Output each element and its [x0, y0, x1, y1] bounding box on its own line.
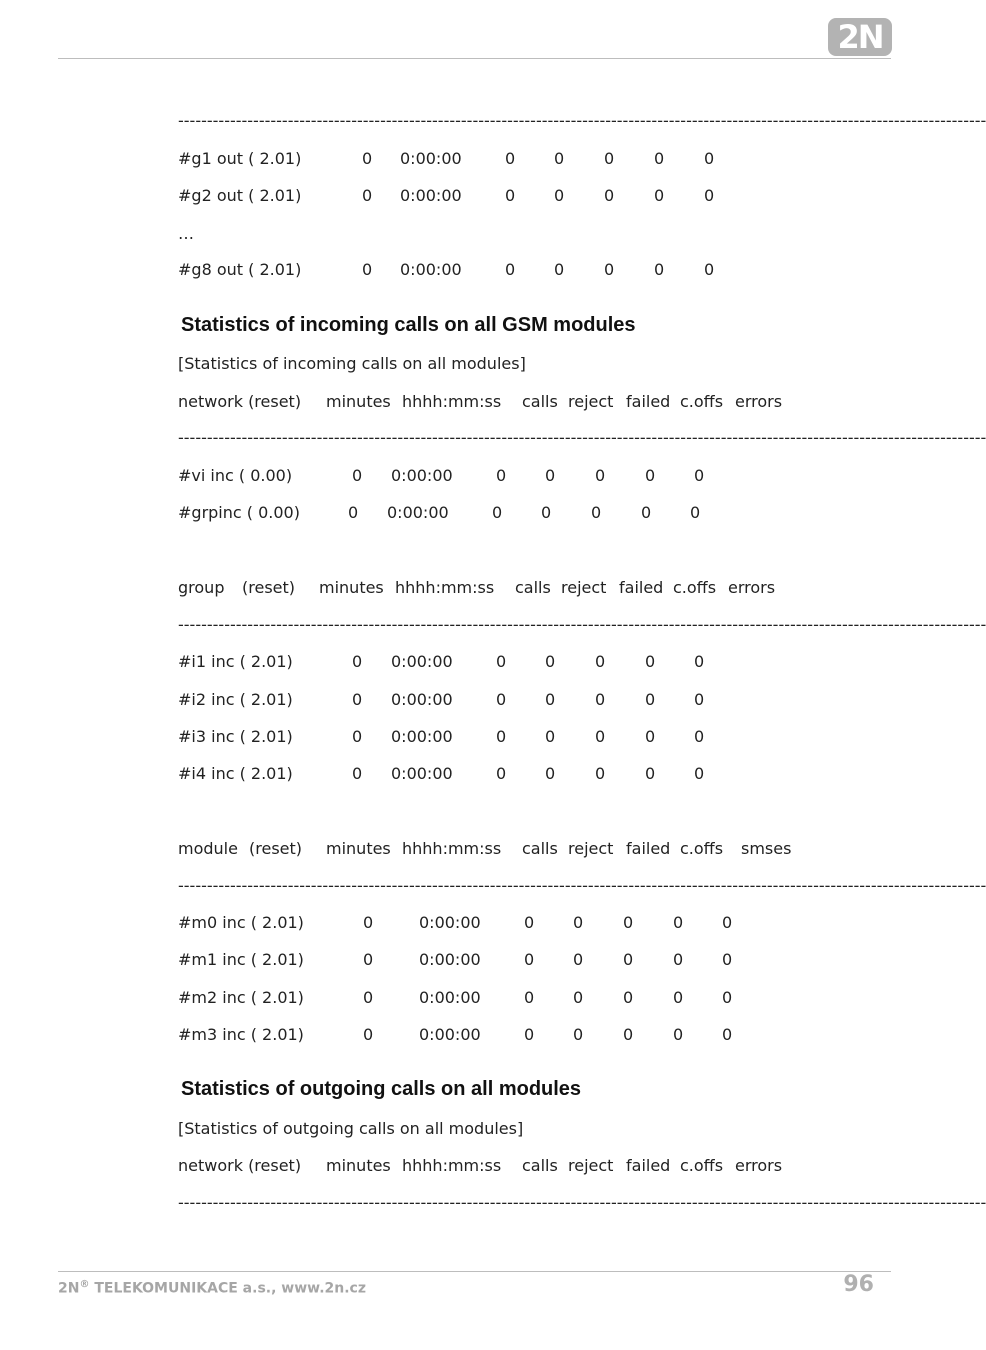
cell: 0 [704, 186, 715, 205]
table-row [0, 260, 954, 280]
row-label: #m2 inc ( 2.01) [178, 988, 304, 1007]
table-header [0, 392, 954, 412]
table-row [0, 503, 954, 523]
col-header: hhhh:mm:ss [402, 839, 502, 858]
cell: 0 [623, 1025, 634, 1044]
col-header: hhhh:mm:ss [402, 392, 502, 411]
cell: 0 [545, 764, 556, 783]
cell: 0 [496, 764, 507, 783]
row-label: #vi inc ( 0.00) [178, 466, 293, 485]
cell: 0 [545, 727, 556, 746]
col-header: errors [728, 578, 776, 597]
cell: 0 [524, 913, 535, 932]
cell: 0:00:00 [400, 186, 462, 205]
col-header: calls [522, 392, 558, 411]
table-row [0, 727, 954, 747]
cell: 0 [595, 466, 606, 485]
col-header: group [178, 578, 225, 597]
table-row [0, 950, 954, 970]
cell: 0 [595, 690, 606, 709]
col-header: failed [626, 392, 671, 411]
cell: 0 [554, 149, 565, 168]
footer-text [58, 1279, 366, 1297]
cell: 0 [524, 1025, 535, 1044]
page-number: 96 [843, 1272, 874, 1297]
cell: 0 [645, 727, 656, 746]
cell: 0 [722, 950, 733, 969]
cell: 0:00:00 [391, 764, 453, 783]
col-header: reject [568, 1156, 614, 1175]
cell: 0 [505, 186, 516, 205]
footer-rule [58, 1271, 891, 1272]
col-header: minutes [326, 392, 391, 411]
cell: 0:00:00 [391, 652, 453, 671]
cell: 0 [673, 988, 684, 1007]
row-label: #grpinc ( 0.00) [178, 503, 300, 522]
col-header: module [178, 839, 238, 858]
cell: 0 [573, 913, 584, 932]
cell: 0 [591, 503, 602, 522]
cell: 0 [654, 186, 665, 205]
cell: 0 [694, 652, 705, 671]
table-header [0, 1156, 954, 1176]
cell: 0 [694, 764, 705, 783]
cell: 0 [673, 913, 684, 932]
col-header: c.offs [680, 839, 724, 858]
cell: 0:00:00 [387, 503, 449, 522]
col-header: errors [735, 392, 783, 411]
cell: 0 [654, 260, 665, 279]
col-header: (reset) [242, 578, 296, 597]
col-header: hhhh:mm:ss [402, 1156, 502, 1175]
row-label: #m3 inc ( 2.01) [178, 1025, 304, 1044]
section-heading: Statistics of incoming calls on all GSM modules [181, 314, 636, 336]
divider-dashes: -------------------------------------------------------------------------------------------------------------------------------------------- [178, 876, 986, 895]
col-header: reject [561, 578, 607, 597]
cell: 0 [673, 950, 684, 969]
table-row [0, 149, 954, 169]
cell: 0 [545, 466, 556, 485]
cell: 0 [496, 690, 507, 709]
cell: 0 [496, 652, 507, 671]
section-bracket: [Statistics of incoming calls on all modules] [178, 354, 526, 373]
cell: 0 [694, 466, 705, 485]
col-header: minutes [326, 839, 391, 858]
cell: 0 [623, 913, 634, 932]
cell: 0 [363, 913, 374, 932]
cell: 0 [524, 950, 535, 969]
col-header: hhhh:mm:ss [395, 578, 495, 597]
table-row [0, 1025, 954, 1045]
col-header: minutes [326, 1156, 391, 1175]
cell: 0 [348, 503, 359, 522]
cell: 0 [573, 988, 584, 1007]
cell: 0 [573, 950, 584, 969]
col-header: calls [522, 839, 558, 858]
cell: 0 [595, 652, 606, 671]
cell: 0 [541, 503, 552, 522]
table-row [0, 913, 954, 933]
cell: 0 [524, 988, 535, 1007]
cell: 0:00:00 [391, 466, 453, 485]
table-row [0, 988, 954, 1008]
cell: 0 [352, 727, 363, 746]
cell: 0:00:00 [391, 727, 453, 746]
row-label: #g8 out ( 2.01) [178, 260, 302, 279]
row-label: #m0 inc ( 2.01) [178, 913, 304, 932]
cell: 0 [604, 260, 615, 279]
cell: 0 [352, 652, 363, 671]
cell: 0 [595, 764, 606, 783]
cell: 0 [496, 466, 507, 485]
col-header: c.offs [680, 392, 724, 411]
cell: 0 [595, 727, 606, 746]
cell: 0 [654, 149, 665, 168]
cell: 0 [694, 690, 705, 709]
footer-company: TELEKOMUNIKACE a.s., www.2n.cz [89, 1280, 366, 1297]
table-row [0, 764, 954, 784]
cell: 0 [604, 186, 615, 205]
cell: 0:00:00 [419, 950, 481, 969]
cell: 0 [363, 950, 374, 969]
col-header: errors [735, 1156, 783, 1175]
header-rule [58, 58, 891, 59]
cell: 0 [352, 690, 363, 709]
cell: 0 [352, 764, 363, 783]
cell: 0 [496, 727, 507, 746]
col-header: reject [568, 392, 614, 411]
cell: 0 [545, 690, 556, 709]
table-row [0, 466, 954, 486]
cell: 0 [505, 260, 516, 279]
cell: 0:00:00 [400, 260, 462, 279]
col-header: c.offs [673, 578, 717, 597]
cell: 0 [623, 988, 634, 1007]
divider-dashes: -------------------------------------------------------------------------------------------------------------------------------------------- [178, 1193, 986, 1212]
col-header: calls [522, 1156, 558, 1175]
cell: 0 [554, 186, 565, 205]
divider-dashes: -------------------------------------------------------------------------------------------------------------------------------------------- [178, 428, 986, 447]
cell: 0 [673, 1025, 684, 1044]
col-header: failed [626, 1156, 671, 1175]
cell: 0 [623, 950, 634, 969]
section-bracket: [Statistics of outgoing calls on all modules] [178, 1119, 524, 1138]
table-row [0, 186, 954, 206]
row-label: #i4 inc ( 2.01) [178, 764, 293, 783]
cell: 0 [722, 988, 733, 1007]
cell: 0 [363, 1025, 374, 1044]
cell: 0 [645, 466, 656, 485]
col-header: failed [626, 839, 671, 858]
table-header [0, 578, 954, 598]
cell: 0 [722, 913, 733, 932]
cell: 0 [645, 652, 656, 671]
row-label: #i3 inc ( 2.01) [178, 727, 293, 746]
cell: 0:00:00 [419, 913, 481, 932]
col-header: c.offs [680, 1156, 724, 1175]
row-label: #m1 inc ( 2.01) [178, 950, 304, 969]
cell: 0 [704, 260, 715, 279]
col-header: network (reset) [178, 1156, 302, 1175]
row-label: #g1 out ( 2.01) [178, 149, 302, 168]
cell: 0 [690, 503, 701, 522]
footer-brand: 2N [58, 1280, 80, 1297]
brand-logo: 2N [828, 18, 892, 56]
cell: 0:00:00 [419, 1025, 481, 1044]
col-header: minutes [319, 578, 384, 597]
table-header [0, 839, 954, 859]
cell: 0 [645, 690, 656, 709]
cell: 0 [645, 764, 656, 783]
registered-mark: ® [79, 1279, 90, 1290]
cell: 0 [545, 652, 556, 671]
divider-dashes: -------------------------------------------------------------------------------------------------------------------------------------------- [178, 615, 986, 634]
row-label: #i1 inc ( 2.01) [178, 652, 293, 671]
col-header: (reset) [249, 839, 303, 858]
col-header: smses [741, 839, 792, 858]
section-heading: Statistics of outgoing calls on all modules [181, 1078, 582, 1100]
cell: 0 [704, 149, 715, 168]
cell: 0 [362, 186, 373, 205]
cell: 0 [641, 503, 652, 522]
cell: 0 [352, 466, 363, 485]
cell: 0 [694, 727, 705, 746]
cell: 0:00:00 [400, 149, 462, 168]
cell: 0:00:00 [391, 690, 453, 709]
row-label: #g2 out ( 2.01) [178, 186, 302, 205]
table-row [0, 690, 954, 710]
cell: 0 [604, 149, 615, 168]
cell: 0 [492, 503, 503, 522]
cell: 0 [554, 260, 565, 279]
col-header: network (reset) [178, 392, 302, 411]
cell: 0 [722, 1025, 733, 1044]
row-label: #i2 inc ( 2.01) [178, 690, 293, 709]
cell: 0 [362, 149, 373, 168]
cell: 0:00:00 [419, 988, 481, 1007]
col-header: calls [515, 578, 551, 597]
cell: 0 [363, 988, 374, 1007]
cell: 0 [362, 260, 373, 279]
table-row [0, 652, 954, 672]
col-header: reject [568, 839, 614, 858]
cell: 0 [505, 149, 516, 168]
cell: 0 [573, 1025, 584, 1044]
divider-dashes: -------------------------------------------------------------------------------------------------------------------------------------------- [178, 111, 986, 130]
ellipsis: … [178, 224, 194, 243]
col-header: failed [619, 578, 664, 597]
